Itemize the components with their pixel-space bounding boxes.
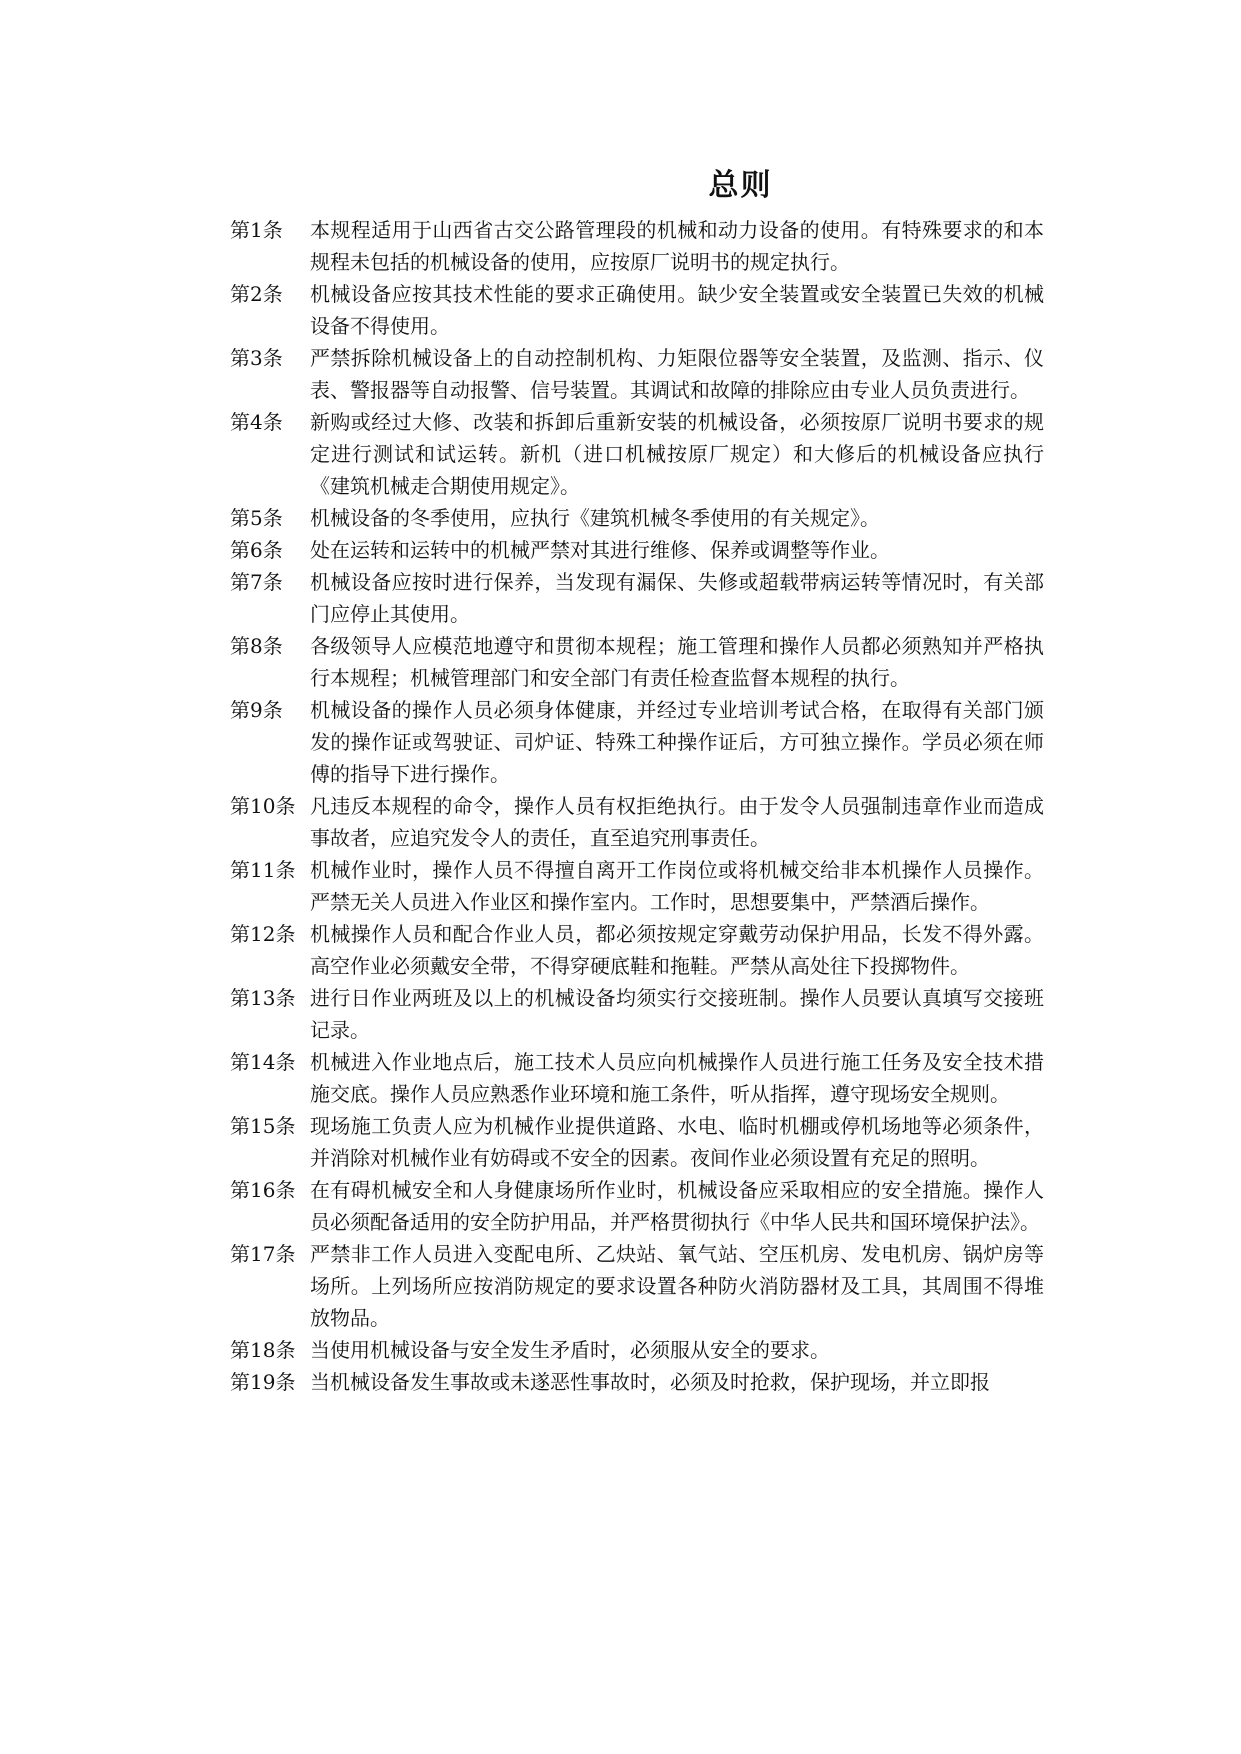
article-number: 第2条	[230, 282, 283, 306]
article-number: 第16条	[230, 1178, 296, 1202]
article-text: 在有碍机械安全和人身健康场所作业时，机械设备应采取相应的安全措施。操作人员必须配备适用的安全防护用品，并严格贯彻执行《中华人民共和国环境保护法》。	[310, 1178, 1044, 1234]
article-number: 第8条	[230, 634, 283, 658]
article-item	[230, 854, 1044, 918]
article-item	[230, 1238, 1044, 1334]
article-number: 第18条	[230, 1338, 296, 1362]
article-number: 第4条	[230, 410, 283, 434]
article-text: 严禁拆除机械设备上的自动控制机构、力矩限位器等安全装置，及监测、指示、仪表、警报器等自动报警、信号装置。其调试和故障的排除应由专业人员负责进行。	[310, 346, 1044, 402]
article-number: 第10条	[230, 794, 296, 818]
article-item	[230, 790, 1044, 854]
article-item	[230, 214, 1044, 278]
article-number: 第15条	[230, 1114, 296, 1138]
article-item	[230, 278, 1044, 342]
article-item	[230, 566, 1044, 630]
article-number: 第9条	[230, 698, 283, 722]
article-text: 现场施工负责人应为机械作业提供道路、水电、临时机棚或停机场地等必须条件，并消除对机械作业有妨碍或不安全的因素。夜间作业必须设置有充足的照明。	[310, 1114, 1044, 1170]
article-text: 当使用机械设备与安全发生矛盾时，必须服从安全的要求。	[310, 1338, 830, 1362]
article-text: 进行日作业两班及以上的机械设备均须实行交接班制。操作人员要认真填写交接班记录。	[310, 986, 1044, 1042]
article-item	[230, 342, 1044, 406]
article-item	[230, 1110, 1044, 1174]
article-item	[230, 1046, 1044, 1110]
article-text: 机械操作人员和配合作业人员，都必须按规定穿戴劳动保护用品，长发不得外露。高空作业必须戴安全带，不得穿硬底鞋和拖鞋。严禁从高处往下投掷物件。	[310, 922, 1044, 978]
article-number: 第7条	[230, 570, 283, 594]
article-number: 第1条	[230, 218, 283, 242]
article-text: 机械设备的操作人员必须身体健康，并经过专业培训考试合格，在取得有关部门颁发的操作证或驾驶证、司炉证、特殊工种操作证后，方可独立操作。学员必须在师傅的指导下进行操作。	[310, 698, 1044, 786]
article-number: 第3条	[230, 346, 283, 370]
article-text: 严禁非工作人员进入变配电所、乙炔站、氧气站、空压机房、发电机房、锅炉房等场所。上列场所应按消防规定的要求设置各种防火消防器材及工具，其周围不得堆放物品。	[310, 1242, 1044, 1330]
article-text: 本规程适用于山西省古交公路管理段的机械和动力设备的使用。有特殊要求的和本规程未包括的机械设备的使用，应按原厂说明书的规定执行。	[310, 218, 1044, 274]
article-item	[230, 1174, 1044, 1238]
article-text: 机械设备应按时进行保养，当发现有漏保、失修或超载带病运转等情况时，有关部门应停止其使用。	[310, 570, 1044, 626]
article-item	[230, 502, 1044, 534]
article-number: 第14条	[230, 1050, 296, 1074]
article-text: 新购或经过大修、改装和拆卸后重新安装的机械设备，必须按原厂说明书要求的规定进行测试和试运转。新机（进口机械按原厂规定）和大修后的机械设备应执行《建筑机械走合期使用规定》。	[310, 410, 1044, 498]
article-number: 第5条	[230, 506, 283, 530]
article-item	[230, 918, 1044, 982]
article-item	[230, 406, 1044, 502]
article-text: 当机械设备发生事故或未遂恶性事故时，必须及时抢救，保护现场，并立即报	[310, 1370, 990, 1394]
article-text: 机械设备应按其技术性能的要求正确使用。缺少安全装置或安全装置已失效的机械设备不得使用。	[310, 282, 1044, 338]
page-title: 总则	[708, 168, 773, 203]
article-number: 第12条	[230, 922, 296, 946]
article-number: 第6条	[230, 538, 283, 562]
article-text: 凡违反本规程的命令，操作人员有权拒绝执行。由于发令人员强制违章作业而造成事故者，应追究发令人的责任，直至追究刑事责任。	[310, 794, 1044, 850]
article-number: 第11条	[230, 858, 296, 882]
article-item	[230, 534, 1044, 566]
article-list	[230, 214, 1044, 1398]
article-item	[230, 694, 1044, 790]
article-item	[230, 630, 1044, 694]
article-item	[230, 1366, 1044, 1398]
article-item	[230, 982, 1044, 1046]
article-text: 机械作业时，操作人员不得擅自离开工作岗位或将机械交给非本机操作人员操作。严禁无关人员进入作业区和操作室内。工作时，思想要集中，严禁酒后操作。	[310, 858, 1044, 914]
article-text: 机械设备的冬季使用，应执行《建筑机械冬季使用的有关规定》。	[310, 506, 880, 530]
article-number: 第19条	[230, 1370, 296, 1394]
article-number: 第17条	[230, 1242, 296, 1266]
article-text: 各级领导人应模范地遵守和贯彻本规程；施工管理和操作人员都必须熟知并严格执行本规程；机械管理部门和安全部门有责任检查监督本规程的执行。	[310, 634, 1044, 690]
article-number: 第13条	[230, 986, 296, 1010]
article-item	[230, 1334, 1044, 1366]
article-text: 机械进入作业地点后，施工技术人员应向机械操作人员进行施工任务及安全技术措施交底。操作人员应熟悉作业环境和施工条件，听从指挥，遵守现场安全规则。	[310, 1050, 1044, 1106]
article-text: 处在运转和运转中的机械严禁对其进行维修、保养或调整等作业。	[310, 538, 890, 562]
